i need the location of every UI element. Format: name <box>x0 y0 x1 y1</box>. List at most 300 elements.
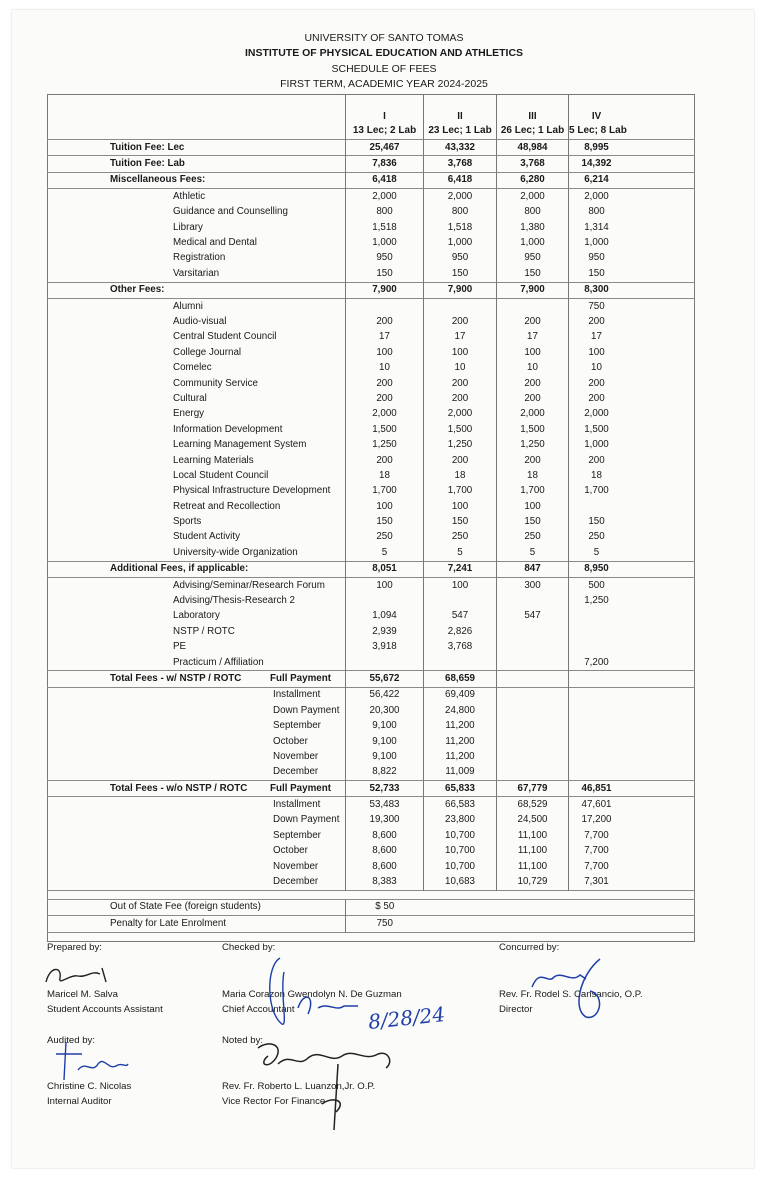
fee-row <box>48 609 695 624</box>
column-units-1: 13 Lec; 2 Lab <box>346 123 424 140</box>
fee-row <box>48 577 695 593</box>
fee-value-year-4: 2,000 <box>569 407 695 422</box>
extra-fee-label: Out of State Fee (foreign students) <box>48 899 346 915</box>
spacer-cell <box>48 890 346 899</box>
fee-value-year-4: 200 <box>569 391 695 406</box>
fee-row <box>48 220 695 235</box>
fee-value-year-4: 1,314 <box>569 220 695 235</box>
fee-value-year-1: 10 <box>346 360 424 375</box>
spacer-cell <box>424 890 497 899</box>
fee-row <box>48 376 695 391</box>
fee-row <box>48 330 695 345</box>
fee-value-year-2: 200 <box>424 391 497 406</box>
fee-row-label: NSTP / ROTC <box>173 625 235 637</box>
fee-value-year-2: 66,583 <box>424 797 497 813</box>
fee-row-label: Tuition Fee: Lec <box>48 140 346 156</box>
fee-row-label: Student Activity <box>173 531 240 543</box>
fee-value-year-3: 200 <box>497 314 569 329</box>
fee-value-year-4 <box>569 765 695 781</box>
fee-value-year-1: 200 <box>346 453 424 468</box>
fee-value-year-2: 100 <box>424 499 497 514</box>
fee-row <box>48 797 695 813</box>
fee-row <box>48 593 695 608</box>
fee-value-year-2: 10,700 <box>424 828 497 843</box>
fee-row-label <box>48 781 346 797</box>
fee-value-year-1: 100 <box>346 577 424 593</box>
fee-value-year-3: 48,984 <box>497 140 569 156</box>
fee-value-year-1: 250 <box>346 530 424 545</box>
fee-row <box>48 655 695 671</box>
fee-value-year-3: 10 <box>497 360 569 375</box>
concurred-by-title: Director <box>499 1004 533 1015</box>
fee-row-label: College Journal <box>173 346 242 358</box>
prepared-by-label: Prepared by: <box>47 942 102 953</box>
fee-value-year-3: 11,100 <box>497 828 569 843</box>
extra-blank-cell <box>497 916 569 932</box>
prepared-by-title: Student Accounts Assistant <box>47 1004 163 1015</box>
fee-value-year-1: 200 <box>346 314 424 329</box>
fee-value-year-2: 2,000 <box>424 407 497 422</box>
fee-value-year-1: 2,000 <box>346 189 424 205</box>
fee-row-label: Other Fees: <box>48 282 346 298</box>
fee-row <box>48 407 695 422</box>
fee-value-year-1: 100 <box>346 345 424 360</box>
fee-row-label: Medical and Dental <box>173 237 257 249</box>
fee-value-year-2: 11,200 <box>424 718 497 733</box>
fee-value-year-1: 1,250 <box>346 437 424 452</box>
fee-row-label: Laboratory <box>173 610 220 622</box>
fee-value-year-4 <box>569 687 695 703</box>
fee-row-label: Library <box>173 221 203 233</box>
fee-row-label: December <box>273 876 319 888</box>
fee-value-year-4: 47,601 <box>569 797 695 813</box>
fee-value-year-1: 9,100 <box>346 749 424 764</box>
fee-value-year-3 <box>497 718 569 733</box>
extra-blank-cell <box>569 899 695 915</box>
fee-value-year-1: 8,600 <box>346 828 424 843</box>
fee-value-year-3: 200 <box>497 453 569 468</box>
fee-value-year-2: 23,800 <box>424 813 497 828</box>
fee-value-year-4: 17 <box>569 330 695 345</box>
fee-value-year-1: 20,300 <box>346 703 424 718</box>
fee-value-year-3: 6,280 <box>497 172 569 188</box>
fee-row <box>48 468 695 483</box>
fee-row <box>48 345 695 360</box>
fee-row-label: Additional Fees, if applicable: <box>48 561 346 577</box>
column-year-row <box>48 95 695 124</box>
term-label: FIRST TERM, ACADEMIC YEAR 2024-2025 <box>280 78 488 90</box>
fee-row-label: Tuition Fee: Lab <box>48 156 346 172</box>
audited-by-label: Audited by: <box>47 1035 96 1046</box>
fee-value-year-2: 11,200 <box>424 749 497 764</box>
fee-row-label: Information Development <box>173 423 283 435</box>
fee-value-year-2: 18 <box>424 468 497 483</box>
fee-value-year-3: 250 <box>497 530 569 545</box>
fee-row-label: October <box>273 735 308 747</box>
fee-value-year-1: 8,600 <box>346 844 424 859</box>
fee-value-year-2: 6,418 <box>424 172 497 188</box>
fee-value-year-1: 200 <box>346 391 424 406</box>
fee-row-label: November <box>273 750 319 762</box>
noted-by-label: Noted by: <box>222 1035 264 1046</box>
fee-row <box>48 703 695 718</box>
fee-row <box>48 360 695 375</box>
fee-row <box>48 545 695 561</box>
extra-fee-row <box>48 899 695 915</box>
closing-cell <box>48 932 346 941</box>
fee-value-year-1: 5 <box>346 545 424 561</box>
fee-value-year-3 <box>497 749 569 764</box>
fee-value-year-4: 800 <box>569 205 695 220</box>
fee-value-year-1: 1,094 <box>346 609 424 624</box>
fee-value-year-4: 200 <box>569 314 695 329</box>
fee-value-year-3 <box>497 734 569 749</box>
fee-value-year-2: 7,900 <box>424 282 497 298</box>
fee-value-year-4: 250 <box>569 530 695 545</box>
fee-value-year-4 <box>569 749 695 764</box>
fee-value-year-1: 55,672 <box>346 671 424 687</box>
fee-value-year-4: 8,950 <box>569 561 695 577</box>
column-units-4: 5 Lec; 8 Lab <box>569 123 695 140</box>
fee-row-label: Registration <box>173 252 226 264</box>
spacer-cell <box>569 890 695 899</box>
fee-row <box>48 172 695 188</box>
fee-value-year-4 <box>569 640 695 655</box>
fee-value-year-2: 3,768 <box>424 640 497 655</box>
fee-value-year-2: 17 <box>424 330 497 345</box>
checked-by-label: Checked by: <box>222 942 276 953</box>
fee-value-year-4: 6,214 <box>569 172 695 188</box>
fee-row-label: Varsitarian <box>173 267 220 279</box>
fee-value-year-3 <box>497 640 569 655</box>
fee-value-year-1: 9,100 <box>346 718 424 733</box>
fee-row-label: Learning Materials <box>173 454 254 466</box>
fee-value-year-2: 200 <box>424 453 497 468</box>
fee-value-year-1: 1,000 <box>346 235 424 250</box>
fee-schedule-table <box>47 94 695 942</box>
fee-value-year-3 <box>497 687 569 703</box>
column-units-2: 23 Lec; 1 Lab <box>424 123 497 140</box>
fee-value-year-1: 100 <box>346 499 424 514</box>
column-units-row <box>48 123 695 140</box>
fee-value-year-4: 150 <box>569 514 695 529</box>
fee-value-year-2: 1,518 <box>424 220 497 235</box>
fee-row <box>48 298 695 314</box>
fee-value-year-1: 53,483 <box>346 797 424 813</box>
fee-value-year-4: 8,300 <box>569 282 695 298</box>
fee-value-year-1: 950 <box>346 251 424 266</box>
fee-value-year-1: 1,500 <box>346 422 424 437</box>
fee-row-label: November <box>273 860 319 872</box>
fee-value-year-4 <box>569 734 695 749</box>
fee-value-year-3: 1,500 <box>497 422 569 437</box>
fee-value-year-3 <box>497 703 569 718</box>
column-year-1: I <box>346 95 424 124</box>
fee-row-label: December <box>273 766 319 778</box>
fee-value-year-2: 800 <box>424 205 497 220</box>
fee-value-year-2: 100 <box>424 577 497 593</box>
fee-row-label: Audio-visual <box>173 315 227 327</box>
fee-value-year-3: 2,000 <box>497 407 569 422</box>
fee-value-year-1: 200 <box>346 376 424 391</box>
extra-fee-row <box>48 916 695 932</box>
extra-blank-cell <box>424 899 497 915</box>
fee-row <box>48 813 695 828</box>
audited-by-name: Christine C. Nicolas <box>47 1081 132 1092</box>
fee-value-year-1: 8,600 <box>346 859 424 874</box>
fee-row-label: Alumni <box>48 298 346 314</box>
fee-value-year-1: 150 <box>346 514 424 529</box>
closing-cell <box>497 932 569 941</box>
payment-mode-label: Full Payment <box>270 782 331 794</box>
fee-row <box>48 437 695 452</box>
fee-value-year-2: 100 <box>424 345 497 360</box>
fee-row <box>48 205 695 220</box>
fee-value-year-1: 800 <box>346 205 424 220</box>
concurred-signature <box>520 955 630 1025</box>
extra-blank-cell <box>497 899 569 915</box>
fee-value-year-4: 200 <box>569 376 695 391</box>
fee-row <box>48 828 695 843</box>
fee-row <box>48 687 695 703</box>
fee-value-year-1: 2,000 <box>346 407 424 422</box>
fee-value-year-3: 11,100 <box>497 859 569 874</box>
fee-value-year-3: 150 <box>497 514 569 529</box>
fee-row <box>48 251 695 266</box>
fee-value-year-4: 750 <box>569 298 695 314</box>
fee-value-year-2: 200 <box>424 376 497 391</box>
prepared-by-name: Maricel M. Salva <box>47 989 118 1000</box>
fee-row <box>48 391 695 406</box>
fee-value-year-4 <box>569 609 695 624</box>
fee-value-year-2: 65,833 <box>424 781 497 797</box>
fee-row <box>48 561 695 577</box>
fee-row-label: September <box>273 720 321 732</box>
fee-value-year-2: 43,332 <box>424 140 497 156</box>
closing-cell <box>569 932 695 941</box>
university-name: UNIVERSITY OF SANTO TOMAS <box>304 32 464 44</box>
extra-fee-value: $ 50 <box>346 899 424 915</box>
fee-row-label: Installment <box>48 687 346 703</box>
fee-value-year-2: 250 <box>424 530 497 545</box>
fee-value-year-2: 7,241 <box>424 561 497 577</box>
fee-value-year-3 <box>497 298 569 314</box>
fee-value-year-2: 10,700 <box>424 859 497 874</box>
fee-value-year-3: 847 <box>497 561 569 577</box>
fee-row <box>48 781 695 797</box>
fee-value-year-4: 1,700 <box>569 484 695 499</box>
fee-row <box>48 235 695 250</box>
fee-value-year-4 <box>569 671 695 687</box>
fee-value-year-1: 7,836 <box>346 156 424 172</box>
fee-value-year-4 <box>569 718 695 733</box>
fee-row-label: Down Payment <box>273 814 340 826</box>
fee-value-year-4: 150 <box>569 266 695 282</box>
closing-row <box>48 932 695 941</box>
fee-row <box>48 530 695 545</box>
fee-row-label: Athletic <box>48 189 346 205</box>
fee-value-year-4: 18 <box>569 468 695 483</box>
fee-value-year-3: 200 <box>497 391 569 406</box>
fee-row <box>48 640 695 655</box>
fee-row-label: September <box>273 829 321 841</box>
column-year-2: II <box>424 95 497 124</box>
fee-value-year-3: 1,700 <box>497 484 569 499</box>
fee-value-year-1: 56,422 <box>346 687 424 703</box>
fee-value-year-3: 17 <box>497 330 569 345</box>
fee-value-year-3 <box>497 655 569 671</box>
fee-row-label: Retreat and Recollection <box>173 500 281 512</box>
fee-value-year-3: 3,768 <box>497 156 569 172</box>
header-blank-cell <box>48 95 346 124</box>
fee-value-year-3: 68,529 <box>497 797 569 813</box>
fee-row <box>48 874 695 890</box>
fee-value-year-1 <box>346 655 424 671</box>
fee-value-year-4: 5 <box>569 545 695 561</box>
fee-value-year-1: 2,939 <box>346 624 424 639</box>
fee-row-label: Learning Management System <box>173 439 307 451</box>
fee-row <box>48 156 695 172</box>
concurred-by-name: Rev. Fr. Rodel S. Cansancio, O.P. <box>499 989 643 1000</box>
fee-value-year-1: 17 <box>346 330 424 345</box>
fee-value-year-4: 46,851 <box>569 781 695 797</box>
fee-value-year-4: 1,000 <box>569 235 695 250</box>
fee-value-year-2: 547 <box>424 609 497 624</box>
fee-value-year-2: 200 <box>424 314 497 329</box>
header-blank-cell <box>48 123 346 140</box>
fee-row-label: University-wide Organization <box>173 546 298 558</box>
fee-value-year-4: 10 <box>569 360 695 375</box>
fee-value-year-1: 1,518 <box>346 220 424 235</box>
fee-row <box>48 189 695 205</box>
fee-value-year-2: 11,009 <box>424 765 497 781</box>
fee-value-year-4 <box>569 703 695 718</box>
fee-row-label: Energy <box>173 408 205 420</box>
spacer-cell <box>497 890 569 899</box>
fee-row <box>48 514 695 529</box>
fee-row <box>48 314 695 329</box>
column-year-3: III <box>497 95 569 124</box>
fee-row <box>48 765 695 781</box>
fee-value-year-2: 1,000 <box>424 235 497 250</box>
fee-row-label: Physical Infrastructure Development <box>173 485 331 497</box>
fee-value-year-3: 800 <box>497 205 569 220</box>
fee-value-year-4: 7,200 <box>569 655 695 671</box>
fee-value-year-1: 7,900 <box>346 282 424 298</box>
fee-value-year-2: 24,800 <box>424 703 497 718</box>
fee-value-year-2: 1,500 <box>424 422 497 437</box>
fee-value-year-1: 8,051 <box>346 561 424 577</box>
fee-value-year-2: 2,826 <box>424 624 497 639</box>
fee-row-label: Advising/Thesis-Research 2 <box>173 595 295 607</box>
fee-value-year-4: 7,700 <box>569 844 695 859</box>
fee-row-label: Local Student Council <box>173 469 269 481</box>
fee-value-year-1: 8,383 <box>346 874 424 890</box>
fee-value-year-3: 100 <box>497 345 569 360</box>
fee-value-year-3: 1,380 <box>497 220 569 235</box>
fee-value-year-2: 69,409 <box>424 687 497 703</box>
fee-value-year-3 <box>497 765 569 781</box>
fee-value-year-3: 100 <box>497 499 569 514</box>
fee-value-year-1: 3,918 <box>346 640 424 655</box>
fee-row <box>48 624 695 639</box>
fee-value-year-1 <box>346 593 424 608</box>
fee-value-year-4: 1,250 <box>569 593 695 608</box>
noted-by-title: Vice Rector For Finance <box>222 1096 326 1107</box>
noted-by-name: Rev. Fr. Roberto L. Luanzon,Jr. O.P. <box>222 1081 376 1092</box>
fee-value-year-4: 7,700 <box>569 859 695 874</box>
fee-row-label: Installment <box>48 797 346 813</box>
fee-value-year-3: 10,729 <box>497 874 569 890</box>
fee-row-label: Comelec <box>173 362 212 374</box>
fee-row-label: Miscellaneous Fees: <box>48 172 346 188</box>
fee-row-label: Community Service <box>173 377 258 389</box>
fee-value-year-1: 8,822 <box>346 765 424 781</box>
fee-value-year-3: 150 <box>497 266 569 282</box>
fee-row <box>48 749 695 764</box>
fee-row-label: Practicum / Affiliation <box>173 656 264 668</box>
fee-value-year-1: 25,467 <box>346 140 424 156</box>
fee-value-year-3 <box>497 593 569 608</box>
closing-cell <box>424 932 497 941</box>
audited-signature <box>52 1040 132 1085</box>
fee-value-year-3 <box>497 624 569 639</box>
fee-row <box>48 140 695 156</box>
fee-value-year-4: 1,000 <box>569 437 695 452</box>
extra-fee-label: Penalty for Late Enrolment <box>48 916 346 932</box>
fee-value-year-2: 5 <box>424 545 497 561</box>
fee-value-year-3: 950 <box>497 251 569 266</box>
fee-value-year-2: 2,000 <box>424 189 497 205</box>
fee-value-year-3: 67,779 <box>497 781 569 797</box>
fee-value-year-2: 11,200 <box>424 734 497 749</box>
fee-value-year-1: 150 <box>346 266 424 282</box>
fee-value-year-4: 500 <box>569 577 695 593</box>
fee-value-year-2: 10,700 <box>424 844 497 859</box>
fee-value-year-3: 24,500 <box>497 813 569 828</box>
fee-value-year-1: 6,418 <box>346 172 424 188</box>
fee-value-year-3: 300 <box>497 577 569 593</box>
institute-name: INSTITUTE OF PHYSICAL EDUCATION AND ATHLETICS <box>244 47 524 59</box>
extra-blank-cell <box>424 916 497 932</box>
fee-value-year-2: 1,700 <box>424 484 497 499</box>
fee-value-year-4: 8,995 <box>569 140 695 156</box>
noted-signature <box>238 1034 418 1134</box>
prepared-signature <box>40 960 130 990</box>
fee-row-label: Down Payment <box>273 704 340 716</box>
fee-value-year-4: 200 <box>569 453 695 468</box>
fee-value-year-3: 547 <box>497 609 569 624</box>
fee-value-year-1: 9,100 <box>346 734 424 749</box>
fee-value-year-4: 2,000 <box>569 189 695 205</box>
fee-row <box>48 282 695 298</box>
concurred-by-label: Concurred by: <box>499 942 560 953</box>
fee-row <box>48 671 695 687</box>
fee-value-year-4: 14,392 <box>569 156 695 172</box>
fee-value-year-3: 11,100 <box>497 844 569 859</box>
fee-value-year-4: 7,301 <box>569 874 695 890</box>
fee-value-year-3: 7,900 <box>497 282 569 298</box>
fee-row <box>48 453 695 468</box>
fee-row-label: Advising/Seminar/Research Forum <box>48 577 346 593</box>
fee-value-year-2: 68,659 <box>424 671 497 687</box>
fee-value-year-2: 150 <box>424 266 497 282</box>
fee-value-year-2: 10 <box>424 360 497 375</box>
fee-value-year-2: 10,683 <box>424 874 497 890</box>
fee-row-label: Sports <box>173 516 202 528</box>
checked-by-title: Chief Accountant <box>222 1004 295 1015</box>
fee-value-year-4 <box>569 499 695 514</box>
